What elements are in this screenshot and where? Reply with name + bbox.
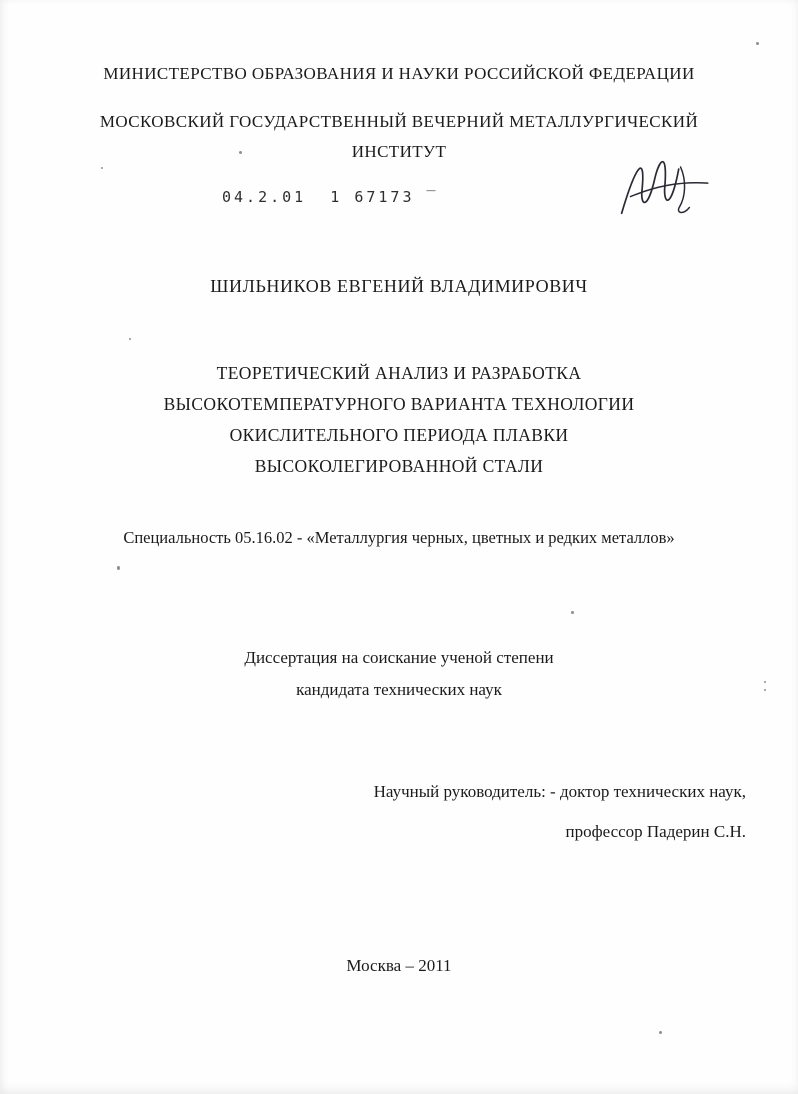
scan-artifact-dot	[101, 167, 103, 169]
handwritten-signature	[609, 144, 724, 231]
institute-name-line2: ИНСТИТУТ	[351, 142, 447, 161]
scan-artifact-dot	[764, 681, 766, 683]
specialty-line: Специальность 05.16.02 - «Металлургия черных, цветных и редких металлов»	[123, 528, 675, 547]
scan-artifact-dot	[659, 1031, 662, 1034]
supervisor-line1: Научный руководитель: - доктор технических наук,	[373, 782, 746, 801]
supervisor-block	[374, 772, 746, 852]
city-and-year: Москва – 2011	[346, 956, 452, 975]
degree-statement-line2: кандидата технических наук	[296, 680, 502, 699]
scan-artifact-dot	[571, 611, 574, 614]
scan-artifact-dot	[117, 566, 120, 570]
scan-artifact-dot	[764, 689, 766, 691]
degree-statement-line1: Диссертация на соискание ученой степени	[244, 648, 554, 667]
title-line-4: ВЫСОКОЛЕГИРОВАННОЙ СТАЛИ	[254, 456, 544, 476]
supervisor-line2: профессор Падерин С.Н.	[565, 822, 746, 841]
scan-artifact-dot	[129, 338, 131, 340]
ministry-header: МИНИСТЕРСТВО ОБРАЗОВАНИЯ И НАУКИ РОССИЙСКОЙ ФЕДЕРАЦИИ	[103, 64, 695, 83]
title-line-2: ВЫСОКОТЕМПЕРАТУРНОГО ВАРИАНТА ТЕХНОЛОГИИ	[163, 394, 635, 414]
dissertation-title	[0, 358, 798, 482]
institute-name-line1: МОСКОВСКИЙ ГОСУДАРСТВЕННЫЙ ВЕЧЕРНИЙ МЕТАЛЛУРГИЧЕСКИЙ	[99, 112, 699, 131]
title-line-1: ТЕОРЕТИЧЕСКИЙ АНАЛИЗ И РАЗРАБОТКА	[216, 363, 582, 383]
scan-artifact-dot	[756, 42, 759, 45]
title-line-3: ОКИСЛИТЕЛЬНОГО ПЕРИОДА ПЛАВКИ	[229, 425, 569, 445]
inventory-stamp-number: 04.2.01 1 67173 ‾	[222, 188, 439, 206]
scan-artifact-dot	[239, 151, 242, 154]
signature-scribble-icon	[609, 144, 724, 231]
author-name: ШИЛЬНИКОВ ЕВГЕНИЙ ВЛАДИМИРОВИЧ	[210, 276, 588, 296]
